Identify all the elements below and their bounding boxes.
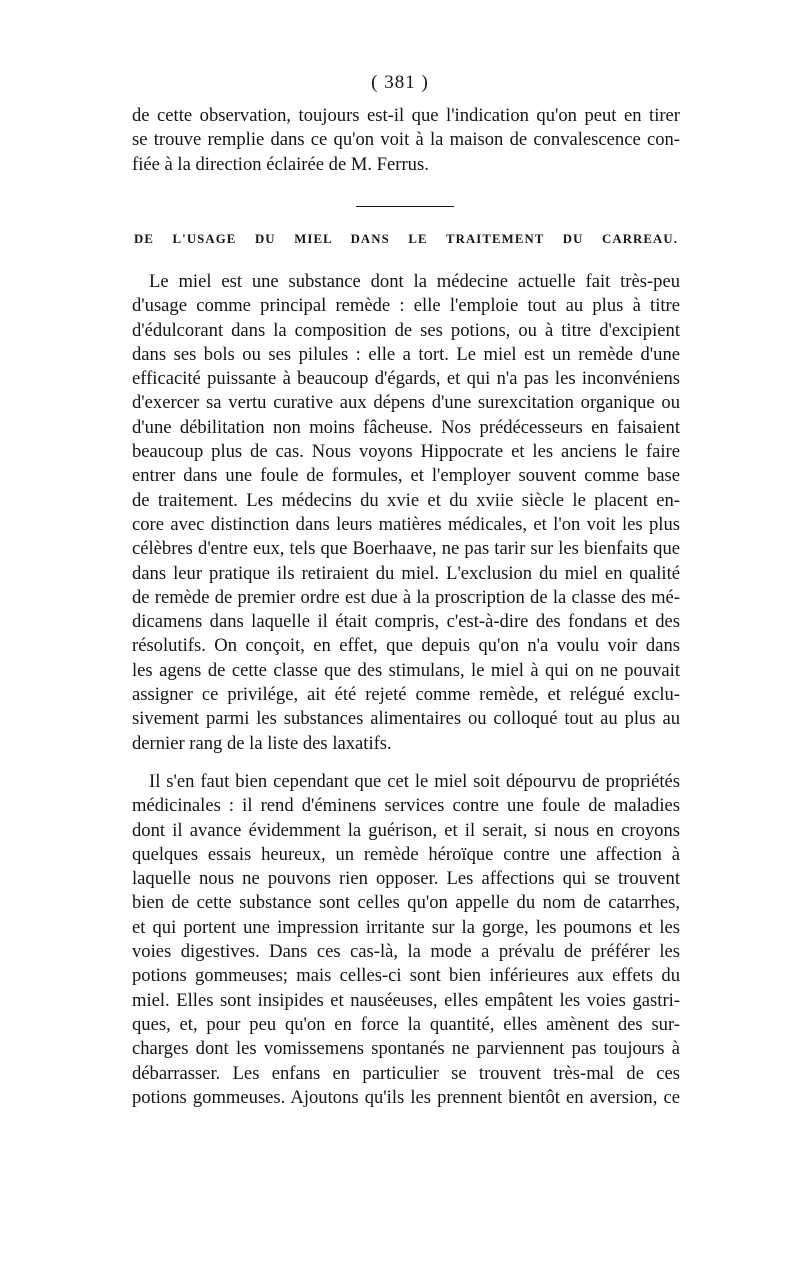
paragraph-line: charges dont les vomissemens spontanés ne parviennent pas toujours à: [132, 1038, 680, 1060]
intro-paragraph: [132, 104, 680, 177]
intro-line: se trouve remplie dans ce qu'on voit à la maison de convalescence con-: [132, 129, 680, 151]
section-heading: DE L'USAGE DU MIEL DANS LE TRAITEMENT DU CARREAU.: [134, 232, 678, 246]
paragraph-1: [132, 270, 680, 756]
paragraph-line: dont il avance évidemment la guérison, et il serait, si nous en croyons: [132, 819, 680, 841]
paragraph-line: potions gommeuses. Ajoutons qu'ils les prennent bientôt en aversion, ce: [132, 1086, 680, 1108]
paragraph-line: dernier rang de la liste des laxatifs.: [132, 732, 392, 754]
paragraph-line: quelques essais heureux, un remède héroïque contre une affection à: [132, 843, 680, 865]
paragraph-line: miel. Elles sont insipides et nauséeuses, elles empâtent les voies gastri-: [132, 989, 680, 1011]
paragraph-line: d'une débilitation non moins fâcheuse. Nos prédécesseurs en faisaient: [132, 416, 680, 438]
intro-line: de cette observation, toujours est-il que l'indication qu'on peut en tirer: [132, 105, 680, 126]
paragraph-line: voies digestives. Dans ces cas-là, la mode a prévalu de préférer les: [132, 941, 680, 963]
paragraph-line: d'usage comme principal remède : elle l'emploie tout au plus à titre: [132, 295, 680, 317]
intro-line: fiée à la direction éclairée de M. Ferrus.: [132, 153, 429, 175]
paragraph-line: Le miel est une substance dont la médecine actuelle fait très-peu: [149, 271, 680, 292]
paragraph-line: core avec distinction dans leurs matières médicales, et l'on voit les plus: [132, 513, 680, 535]
paragraph-line: ques, et, pour peu qu'on en force la quantité, elles amènent des sur-: [132, 1013, 680, 1035]
paragraph-line: potions gommeuses; mais celles-ci sont bien inférieures aux effets du: [132, 965, 680, 987]
paragraph-line: d'édulcorant dans la composition de ses potions, ou à titre d'excipient: [132, 319, 680, 341]
paragraph-line: assigner ce privilége, ait été rejeté comme remède, et relégué exclu-: [132, 684, 680, 706]
paragraph-line: sivement parmi les substances alimentaires ou colloqué tout au plus au: [132, 708, 680, 730]
paragraph-line: d'exercer sa vertu curative aux dépens d'une surexcitation organique ou: [132, 392, 680, 414]
paragraph-line: bien de cette substance sont celles qu'on appelle du nom de catarrhes,: [132, 892, 680, 914]
paragraph-line: Il s'en faut bien cependant que cet le miel soit dépourvu de propriétés: [149, 771, 680, 792]
paragraph-line: de traitement. Les médecins du xvie et du xviie siècle le placent en-: [132, 489, 680, 511]
paragraph-line: de remède de premier ordre est due à la proscription de la classe des mé-: [132, 586, 680, 608]
paragraph-line: les agens de cette classe que des stimulans, le miel à qui on ne pouvait: [132, 659, 680, 681]
page-number: ( 381 ): [371, 72, 429, 93]
section-divider: [356, 206, 454, 207]
paragraph-line: médicinales : il rend d'éminens services contre une foule de maladies: [132, 795, 680, 817]
paragraph-2: [132, 770, 680, 1110]
paragraph-line: célèbres d'entre eux, tels que Boerhaave, ne pas tarir sur les bienfaits que: [132, 538, 680, 560]
paragraph-line: dans ses bols ou ses pilules : elle a tort. Le miel est un remède d'une: [132, 343, 680, 365]
paragraph-line: beaucoup plus de cas. Nous voyons Hippocrate et les anciens le faire: [132, 441, 680, 463]
paragraph-line: et qui portent une impression irritante sur la gorge, les poumons et les: [132, 916, 680, 938]
paragraph-line: laquelle nous ne pouvons rien opposer. Les affections qui se trouvent: [132, 868, 680, 890]
paragraph-line: résolutifs. On conçoit, en effet, que depuis qu'on n'a voulu voir dans: [132, 635, 680, 657]
paragraph-line: entrer dans une foule de formules, et l'employer souvent comme base: [132, 465, 680, 487]
paragraph-line: efficacité puissante à beaucoup d'égards, et qui n'a pas les inconvéniens: [132, 368, 680, 390]
paragraph-line: dans leur pratique ils retiraient du miel. L'exclusion du miel en qualité: [132, 562, 680, 584]
paragraph-line: débarrasser. Les enfans en particulier se trouvent très-mal de ces: [132, 1062, 680, 1084]
paragraph-line: dicamens dans laquelle il était compris, c'est-à-dire des fondans et des: [132, 611, 680, 633]
